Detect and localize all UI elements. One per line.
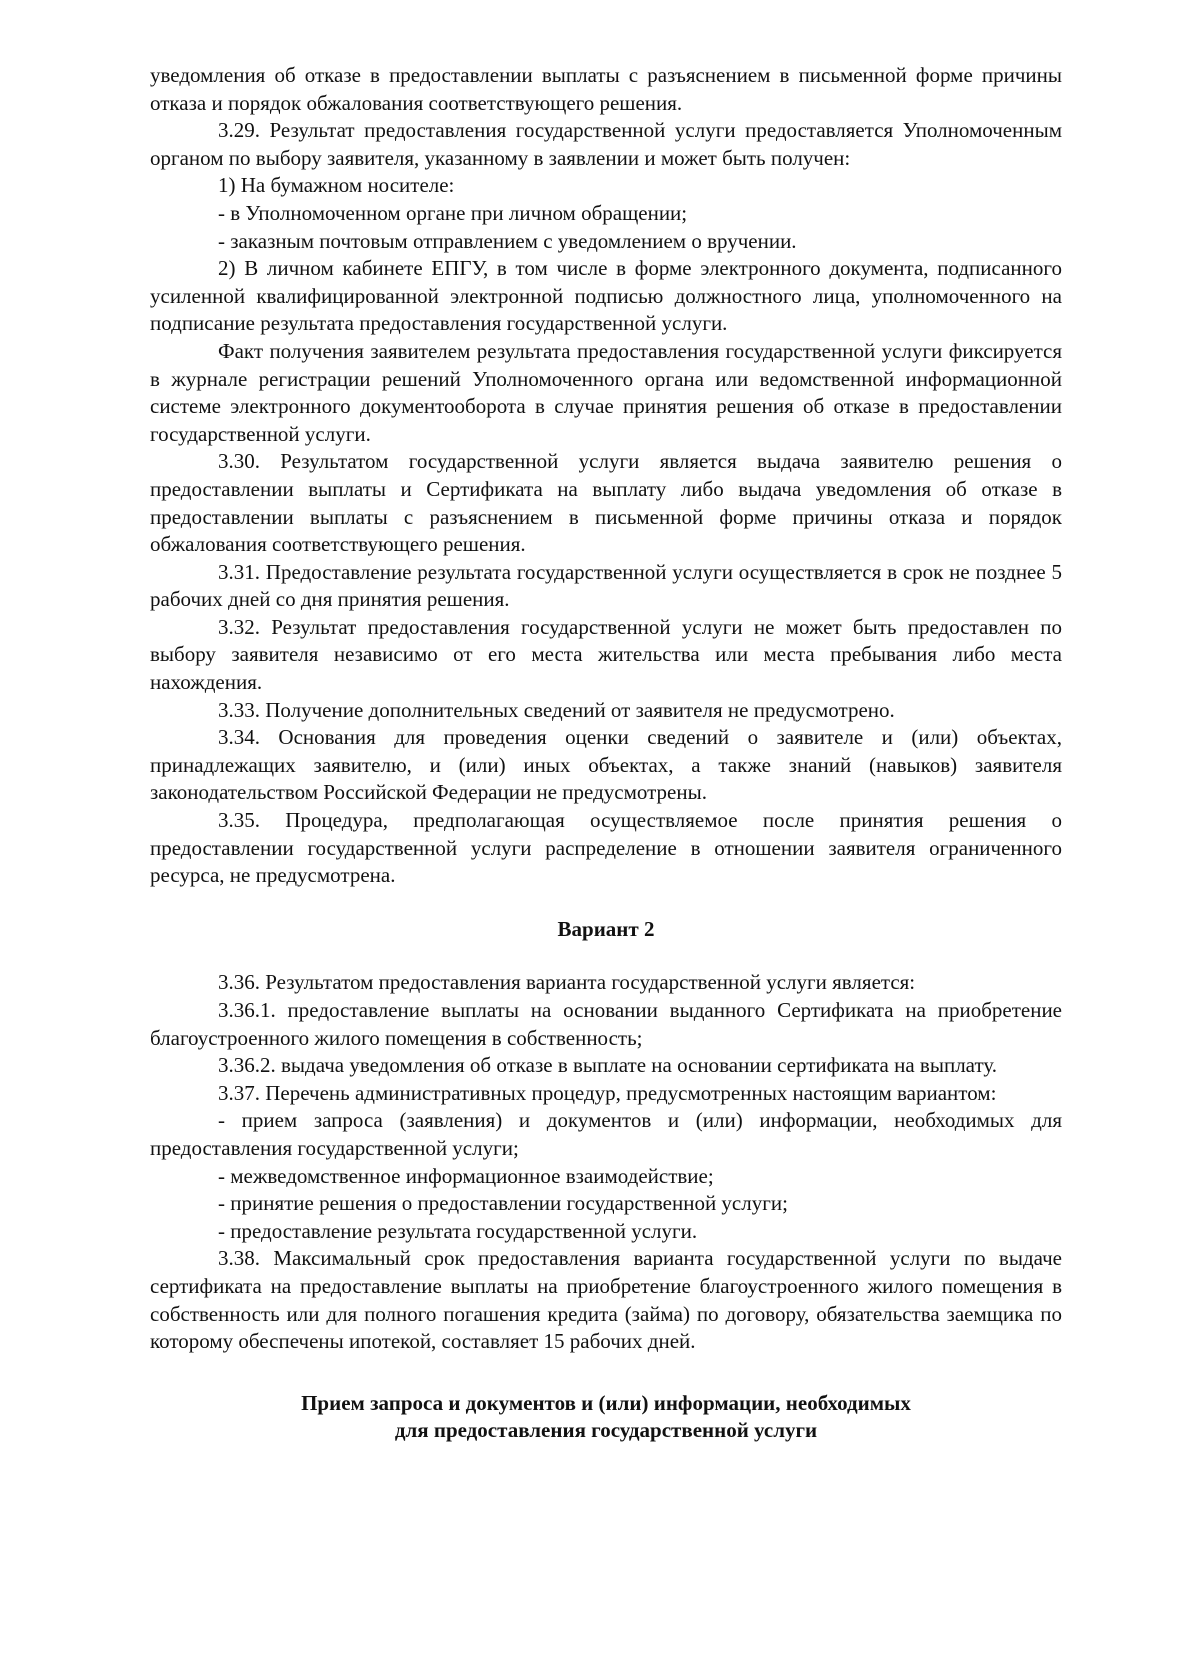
list-item-epgu: 2) В личном кабинете ЕПГУ, в том числе в форме электронного документа, подписанного усиленной квалифицированной электронной подписью должностного лица, уполномоченного на подписание результата предоставления государственной услуги. (150, 256, 1062, 336)
spacer (150, 1356, 1062, 1390)
list-item-decision: - принятие решения о предоставлении государственной услуги; (218, 1191, 788, 1216)
paragraph-3-38: 3.38. Максимальный срок предоставления варианта государственной услуги по выдаче сертификата на предоставление выплаты на приобретение благоустроенного жилого помещения в собственность или для полного погашения кредита (займа) по договору, обязательства заемщика по которому обеспечены ипотекой, составляет 15 рабочих дней. (150, 1246, 1062, 1354)
paragraph-3-37: 3.37. Перечень административных процедур, предусмотренных настоящим вариантом: (218, 1080, 997, 1105)
paragraph-3-30: 3.30. Результатом государственной услуги является выдача заявителю решения о предоставлении выплаты и Сертификата на выплату либо выдача уведомления об отказе в предоставлении выплаты с разъяснением в письменной форме причины отказа и порядок обжалования соответствующего решения. (150, 449, 1062, 557)
list-item-in-person: - в Уполномоченном органе при личном обращении; (218, 200, 688, 225)
paragraph-3-36-2: 3.36.2. выдача уведомления об отказе в выплате на основании сертификата на выплату. (218, 1053, 997, 1078)
list-item-result: - предоставление результата государственной услуги. (218, 1218, 698, 1243)
spacer (150, 890, 1062, 916)
list-item-mail: - заказным почтовым отправлением с уведомлением о вручении. (218, 228, 797, 253)
list-item-paper: 1) На бумажном носителе: (218, 173, 455, 198)
spacer (150, 943, 1062, 969)
list-item-request: - прием запроса (заявления) и документов и (или) информации, необходимых для предоставления государственной услуги; (150, 1108, 1062, 1160)
paragraph-3-36: 3.36. Результатом предоставления варианта государственной услуги является: (218, 970, 916, 995)
paragraph-fact: Факт получения заявителем результата предоставления государственной услуги фиксируется в журнале регистрации решений Уполномоченного органа или ведомственной информационной системе электронного документооборота в случае принятия решения об отказе в предоставлении государственной услуги. (150, 338, 1062, 446)
paragraph-3-32: 3.32. Результат предоставления государственной услуги не может быть предоставлен по выбору заявителя независимо от его места жительства или места пребывания либо места нахождения. (150, 614, 1062, 695)
paragraph-3-31: 3.31. Предоставление результата государственной услуги осуществляется в срок не позднее 5 рабочих дней со дня принятия решения. (150, 559, 1062, 612)
variant-heading: Вариант 2 (557, 916, 655, 941)
paragraph-3-36-1: 3.36.1. предоставление выплаты на основании выданного Сертификата на приобретение благоустроенного жилого помещения в собственность; (150, 998, 1062, 1050)
paragraph-3-35: 3.35. Процедура, предполагающая осуществляемое после принятия решения о предоставлении государственной услуги распределение в отношении заявителя ограниченного ресурса, не предусмотрена. (150, 808, 1062, 888)
paragraph-continuation: уведомления об отказе в предоставлении выплаты с разъяснением в письменной форме причины отказа и порядок обжалования соответствующего решения. (150, 63, 1062, 115)
document-page (150, 62, 1062, 1445)
paragraph-3-33: 3.33. Получение дополнительных сведений от заявителя не предусмотрено. (218, 697, 895, 722)
paragraph-3-34: 3.34. Основания для проведения оценки сведений о заявителе и (или) объектах, принадлежащих заявителю, и (или) иных объектах, а также знаний (навыков) заявителя законодательством Российской Федерации не предусмотрены. (150, 725, 1062, 805)
list-item-interagency: - межведомственное информационное взаимодействие; (218, 1163, 714, 1188)
paragraph-3-29: 3.29. Результат предоставления государственной услуги предоставляется Уполномоченным органом по выбору заявителя, указанному в заявлении и может быть получен: (150, 118, 1062, 170)
section-heading-line-2: для предоставления государственной услуги (394, 1418, 818, 1443)
section-heading-line-1: Прием запроса и документов и (или) информации, необходимых (301, 1390, 911, 1415)
